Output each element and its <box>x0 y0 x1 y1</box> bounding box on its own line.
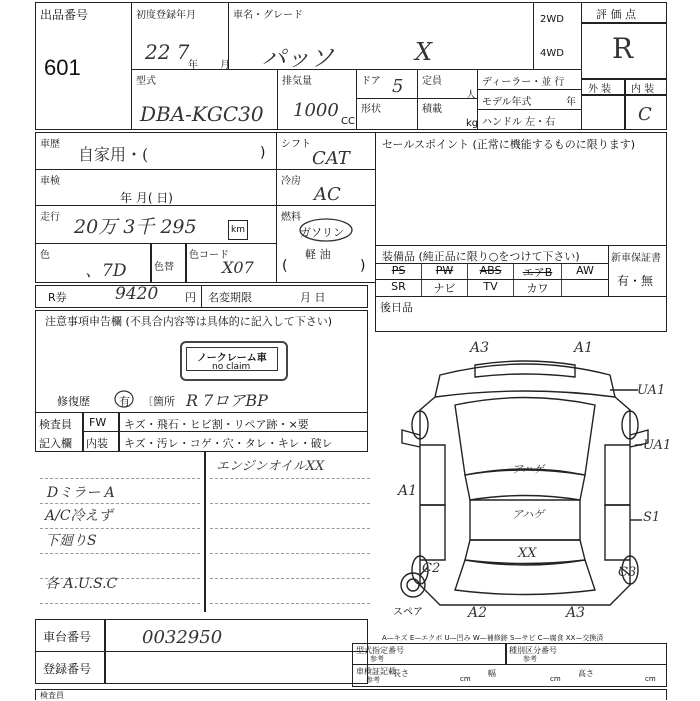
car-front-bumper <box>435 364 615 397</box>
model-value: DBA-KGC30 <box>140 102 264 126</box>
mark-a1-front: A1 <box>574 340 594 356</box>
spare-label: スペア <box>393 607 423 618</box>
fuel-gas: ガソリン <box>300 226 344 239</box>
bottom-strip <box>35 689 667 700</box>
interior-check-text: キズ・汚レ・コゲ・穴・タレ・キレ・破レ <box>124 437 333 450</box>
load-label: 積載 <box>422 104 442 115</box>
inspection-value: 年 月( 日) <box>120 191 173 205</box>
recycle-value: 9420 <box>115 284 159 304</box>
history-label: 車歴 <box>40 139 60 150</box>
note-line-3 <box>40 528 200 529</box>
inspector-div2 <box>118 412 120 452</box>
aircon-value: AC <box>314 184 341 205</box>
car-body-outline <box>420 397 630 605</box>
color-value: 、7D <box>85 261 127 281</box>
mark-s1: S1 <box>643 510 661 525</box>
chassis-div <box>104 619 106 652</box>
note-4: 各 A.U.S.C <box>45 576 118 592</box>
displacement-unit: CC <box>341 116 355 127</box>
load-unit: kg <box>466 118 479 129</box>
grade-value: X <box>415 38 433 66</box>
name-label: 車名・グレード <box>233 10 303 21</box>
repair-value: 有 <box>119 395 130 408</box>
score-label-underline <box>581 22 667 24</box>
mileage-value: 20万 3千 295 <box>74 216 197 238</box>
score-label: 評 価 点 <box>596 8 636 21</box>
dealer-div1 <box>477 89 582 90</box>
note-engine: エンジンオイルXX <box>216 459 325 474</box>
fuel-diesel: 軽 油 <box>305 248 331 261</box>
note-line-r1 <box>210 478 370 479</box>
note-line-1 <box>40 478 200 479</box>
spare-tire-inner <box>407 579 419 591</box>
doors-value: 5 <box>392 76 404 97</box>
equip-row2 <box>376 280 608 296</box>
name-change-value: 月 日 <box>300 291 326 304</box>
fuel-gas-circle <box>296 216 356 244</box>
height-label: 高さ <box>578 669 594 678</box>
note-1: Dミラー A <box>47 485 115 501</box>
handle-label: ハンドル 左・右 <box>482 117 556 128</box>
note-line-r3 <box>210 528 370 529</box>
car-right-door-front <box>605 445 630 505</box>
mark-a2: A2 <box>468 605 488 621</box>
color-label: 色 <box>40 250 50 261</box>
form-model-label: 型式指定番号 <box>356 646 404 655</box>
equip-abs: ABS <box>468 264 514 279</box>
recycle-label: R券 <box>48 291 67 304</box>
fuel-paren-left: ( <box>282 258 288 274</box>
first-reg-year-mark: 年 <box>188 60 198 71</box>
first-reg-value: 22 7 <box>145 40 190 64</box>
color-div1 <box>150 243 152 283</box>
note-line-r5 <box>210 578 370 579</box>
form-model-sub: 参考 <box>370 655 384 663</box>
notes-divider <box>204 452 206 612</box>
bottom-label: 検査員 <box>40 691 64 700</box>
lot-label: 出品番号 <box>40 8 89 22</box>
inspection-label: 車検 <box>40 176 60 187</box>
car-rear-hatch <box>455 560 595 595</box>
mark-c2: C2 <box>422 561 441 576</box>
inspector-label2: 記入欄 <box>39 437 72 450</box>
fuel-label: 燃料 <box>281 212 301 223</box>
equip-leather: カワ <box>514 280 562 296</box>
note-line-r2 <box>210 503 370 504</box>
dealer-label: ディーラー・並 行 <box>482 77 565 88</box>
equip-tv: TV <box>468 280 514 296</box>
equip-label: 装備品 (純正品に限り○をつけて下さい) <box>382 250 580 263</box>
repair-part-value: R 7ロアBP <box>186 391 268 410</box>
car-right-door-rear <box>605 505 630 560</box>
mark-ua1-right: UA1 <box>643 438 672 453</box>
car-left-door-front <box>420 445 445 505</box>
warranty-label: 新車保証書 <box>611 253 661 264</box>
equip-pw: PW <box>422 264 468 279</box>
aircon-label: 冷房 <box>281 176 301 187</box>
equip-ps: PS <box>376 264 422 279</box>
vehicle-label: 車検証記載 <box>356 667 396 676</box>
displacement-label: 排気量 <box>282 76 312 87</box>
first-reg-month-mark: 月 <box>220 60 230 71</box>
mark-xx: XX <box>518 546 537 561</box>
shift-label: シフト <box>281 139 311 150</box>
capacity-unit: 人 <box>466 90 476 101</box>
legend: A—キズ E—エクボ U—凹み W—補修跡 S—サビ C—腐食 XX—交換済 <box>382 634 604 642</box>
capacity-label: 定員 <box>422 76 442 87</box>
car-diagram <box>380 335 670 630</box>
repair-part-label: 〔箇所 <box>142 395 175 408</box>
exterior-label: 外 装 <box>588 84 612 95</box>
color-div2 <box>185 243 187 283</box>
width-unit: cm <box>550 675 561 683</box>
model-year-label: モデル年式 <box>482 97 532 108</box>
score-value: R <box>612 32 634 65</box>
rear-box <box>375 296 667 332</box>
chassis-value: 0032950 <box>142 627 223 648</box>
drive-4wd: 4WD <box>540 48 564 59</box>
dealer-div2 <box>477 109 582 110</box>
rear-seat-label: 後日品 <box>380 301 413 314</box>
inspector-div <box>82 412 84 452</box>
model-year-unit: 年 <box>566 97 576 108</box>
note-line-2 <box>40 503 200 504</box>
name-change-label: 名変期限 <box>208 291 252 304</box>
noclaim-jp: ノークレーム車 <box>197 353 267 364</box>
displacement-value: 1000 <box>293 100 339 121</box>
shift-value: CAT <box>312 148 350 169</box>
repair-label: 修復歴 <box>57 395 90 408</box>
spec-row-div <box>352 664 667 665</box>
mileage-label: 走行 <box>40 212 60 223</box>
note-line-r6 <box>210 603 370 604</box>
interior-label: 内 装 <box>631 84 655 95</box>
spec-col-div <box>505 643 507 664</box>
repair-circle <box>113 389 135 409</box>
width-label: 幅 <box>488 669 496 678</box>
equip-airbag: エアB <box>514 264 562 279</box>
length-unit: cm <box>460 675 471 683</box>
length-label: 長さ <box>393 669 409 678</box>
color-code-value: X07 <box>222 258 254 277</box>
doors-label: ドア <box>361 76 381 87</box>
history-value: 自家用・( <box>78 145 149 164</box>
warranty-value: 有・無 <box>617 274 654 288</box>
reg-div <box>104 651 106 684</box>
category-label: 種別区分番号 <box>509 646 557 655</box>
note-2: A/C冷えず <box>45 508 113 524</box>
shape-label: 形状 <box>361 104 381 115</box>
lot-number: 601 <box>44 55 81 80</box>
equip-sr: SR <box>376 280 422 296</box>
fw-text: キズ・飛石・ヒビ割・リペア跡・×要 <box>124 418 309 431</box>
equip-row1 <box>376 264 608 279</box>
interior-check-label: 内装 <box>86 437 108 450</box>
mark-ua1-top: UA1 <box>637 383 666 398</box>
note-line-4 <box>40 553 200 554</box>
model-label: 型式 <box>136 76 156 87</box>
history-close: ) <box>260 145 266 161</box>
mark-a3-rear: A3 <box>566 605 586 621</box>
first-reg-label: 初度登録年月 <box>136 10 196 21</box>
equip-aw: AW <box>576 264 594 277</box>
equip-blank <box>562 280 608 296</box>
note-line-r4 <box>210 553 370 554</box>
note-line-6 <box>40 603 200 604</box>
interior-value: C <box>638 104 652 125</box>
chassis-label: 車台番号 <box>43 630 92 644</box>
noclaim-en: no claim <box>212 362 251 372</box>
color-code-label: 色コード <box>189 250 229 261</box>
mark-a-ke-roof: アハゲ <box>512 508 545 521</box>
name-value: パッソ <box>262 44 334 72</box>
mark-a-ke-hood: アハゲ <box>512 463 545 476</box>
mark-c3: C3 <box>618 565 637 580</box>
vehicle-sub: 参考 <box>366 676 380 684</box>
category-sub: 参考 <box>523 655 537 663</box>
fuel-paren-right: ) <box>360 258 366 274</box>
mileage-unit: km <box>231 225 245 235</box>
equip-navi: ナビ <box>422 280 468 296</box>
car-left-door-rear <box>420 505 445 560</box>
score-split-v <box>624 78 626 130</box>
reg-label: 登録番号 <box>43 662 92 676</box>
height-unit: cm <box>645 675 656 683</box>
fw-label: FW <box>89 416 107 429</box>
note-3: 下廻りS <box>45 533 97 549</box>
color-change-label: 色替 <box>154 262 174 273</box>
drive-2wd: 2WD <box>540 14 564 25</box>
history-box <box>35 132 277 170</box>
inspector-label: 検査員 <box>39 418 72 431</box>
sales-label: セールスポイント (正常に機能するものに限ります) <box>382 138 636 151</box>
mark-a3-front: A3 <box>470 340 490 356</box>
mark-a1-left: A1 <box>398 483 418 499</box>
drive-box <box>533 2 582 70</box>
notes-label: 注意事項申告欄 (不具合内容等は具体的に記入して下さい) <box>45 315 333 328</box>
recycle-unit: 円 <box>185 291 196 304</box>
